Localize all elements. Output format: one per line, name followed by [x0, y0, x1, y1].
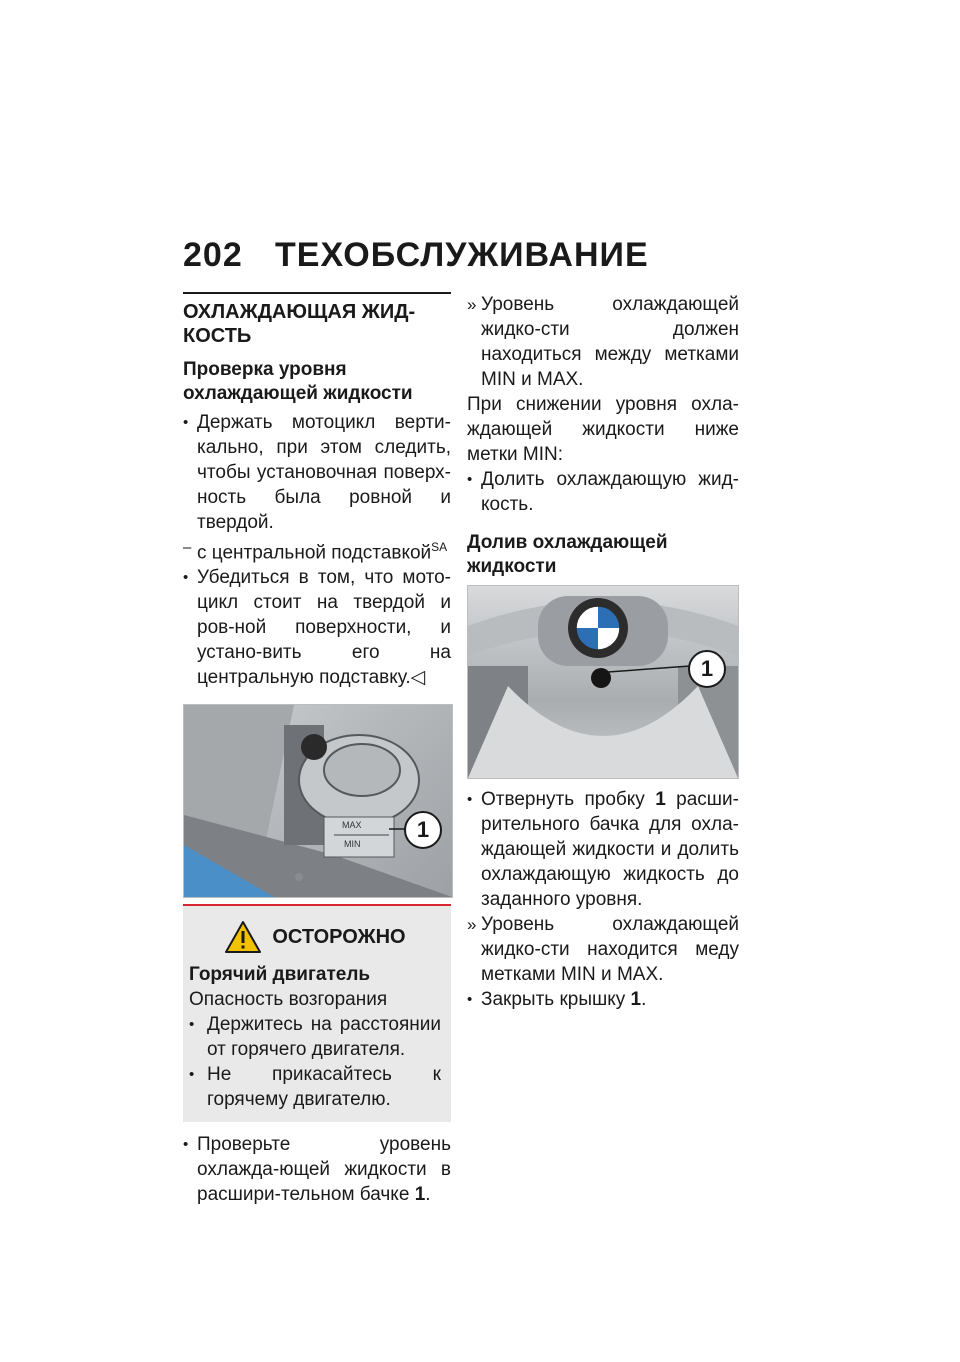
bullet-marker: •: [183, 569, 189, 587]
list-item: • Отвернуть пробку 1 расши-рительного бачка для охла-ждающей жидкости и долить охлаждающую жидкость до заданного уровня.: [467, 789, 739, 910]
sa-badge: SA: [431, 540, 448, 554]
reservoir-image: [183, 704, 453, 898]
min-label: MIN: [344, 839, 361, 850]
result-marker: »: [467, 915, 477, 934]
max-label: MAX: [342, 820, 362, 831]
page-header: [183, 236, 649, 275]
left-column: [183, 292, 451, 1207]
bullet-marker: •: [189, 1016, 195, 1034]
bullet-marker: •: [189, 1066, 195, 1084]
part-reference: 1: [414, 1184, 426, 1206]
paragraph: При снижении уровня охла-ждающей жидкости ниже метки MIN:: [467, 394, 739, 465]
dash-marker: –: [183, 539, 192, 556]
bullet-marker: •: [467, 471, 473, 488]
callout-1: 1: [404, 811, 442, 849]
callout-1: 1: [688, 650, 726, 688]
result-item: » Уровень охлаждающей жидко-сти должен находиться между метками MIN и MAX.: [467, 294, 739, 390]
warning-box: [183, 904, 451, 1122]
bullet-marker: •: [467, 791, 473, 808]
section-rule: [183, 292, 451, 294]
right-column: [467, 292, 739, 1012]
warning-item: • Не прикасайтесь к горячему двигателю.: [189, 1064, 441, 1111]
part-reference: 1: [655, 789, 666, 810]
condition-item: – с центральной подставкой$^{SA}$: [183, 535, 451, 565]
warning-subtitle: Горячий двигатель: [189, 964, 371, 986]
subsection-title: Проверка уровня охлаждающей жидкости: [183, 359, 413, 404]
result-marker: »: [467, 295, 477, 314]
list-item: • Убедиться в том, что мото-цикл стоит на твердой и ров-ной поверхности, и устано-вить его на центральную подставку.◁: [183, 567, 451, 689]
reservoir-illustration: [184, 705, 452, 897]
part-reference: 1: [630, 989, 642, 1010]
list-item: • Проверьте уровень охлажда-ющей жидкости в расшири-тельном бачке 1.: [183, 1134, 451, 1206]
warning-triangle-icon: [224, 920, 262, 954]
filler-cap-image: [467, 585, 739, 779]
warning-header: [189, 920, 441, 954]
warning-text: Опасность возгорания: [189, 989, 388, 1011]
bullet-marker: •: [467, 991, 473, 1008]
subsection-title: Долив охлаждающей жидкости: [467, 532, 668, 577]
end-of-procedure-icon: ◁: [410, 667, 426, 689]
result-item: » Уровень охлаждающей жидко-сти находится меду метками MIN и MAX.: [467, 914, 739, 985]
list-item: • Долить охлаждающую жид-кость.: [467, 469, 739, 515]
bullet-marker: •: [183, 1136, 189, 1154]
section-title: ОХЛАЖДАЮЩАЯ ЖИД-КОСТЬ: [183, 301, 416, 347]
page-number: 202: [183, 236, 243, 274]
bullet-marker: •: [183, 414, 189, 431]
list-item: • Закрыть крышку 1.: [467, 989, 647, 1010]
list-item: • Держать мотоцикл верти-кально, при этом следить, чтобы установочная поверх-ность была ровной и твердой.: [183, 412, 451, 533]
chapter-title: ТЕХОБСЛУЖИВАНИЕ: [275, 236, 649, 274]
warning-item: • Держитесь на расстоянии от горячего двигателя.: [189, 1014, 441, 1061]
warning-title: ОСТОРОЖНО: [272, 925, 406, 948]
